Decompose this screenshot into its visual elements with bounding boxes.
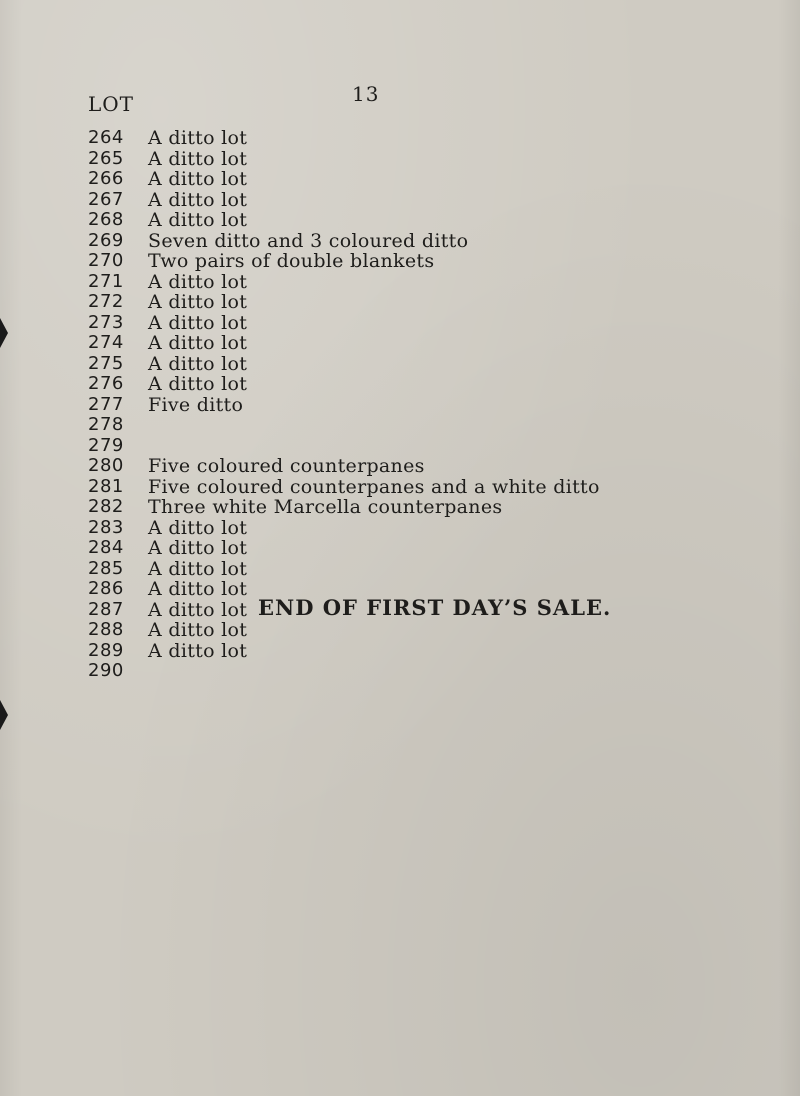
- lot-number: 266: [88, 168, 124, 189]
- lot-number: 282: [88, 496, 124, 517]
- binding-mark: [0, 700, 8, 730]
- lot-description: A ditto lot: [148, 352, 248, 375]
- lot-description: A ditto lot: [148, 557, 248, 580]
- lot-row: [88, 313, 600, 334]
- lot-row: [88, 661, 600, 682]
- lot-row: [88, 395, 600, 416]
- lot-description: A ditto lot: [148, 127, 248, 149]
- lot-number: 278: [88, 414, 124, 435]
- lot-description: A ditto lot: [148, 188, 248, 211]
- lot-number: 273: [88, 311, 124, 333]
- lot-description: Five coloured counterpanes and a white ditto: [148, 475, 600, 498]
- lot-row: [88, 497, 600, 518]
- lot-number: 286: [88, 578, 124, 599]
- lot-number: 281: [88, 475, 124, 497]
- lot-description: A ditto lot: [148, 291, 248, 313]
- lot-row: [88, 251, 600, 272]
- lot-number: 283: [88, 516, 124, 538]
- lot-description: A ditto lot: [148, 373, 248, 395]
- lot-description: Seven ditto and 3 coloured ditto: [148, 229, 469, 252]
- lot-description: Two pairs of double blankets: [148, 250, 435, 272]
- lot-number: 264: [88, 127, 124, 148]
- lot-row: [88, 354, 600, 375]
- lot-description: A ditto lot: [148, 332, 248, 354]
- lot-number: 288: [88, 619, 124, 640]
- lot-row: [88, 620, 600, 641]
- lot-number: 287: [88, 598, 124, 620]
- lot-description: A ditto lot: [148, 639, 248, 662]
- lot-row: [88, 415, 600, 436]
- lot-description: A ditto lot: [148, 168, 248, 190]
- lot-number: 275: [88, 352, 124, 374]
- lot-row: [88, 128, 600, 149]
- lot-row: [88, 169, 600, 190]
- lot-description: A ditto lot: [148, 147, 248, 170]
- lot-number: 277: [88, 393, 124, 415]
- lot-description: A ditto lot: [148, 209, 248, 231]
- lot-number: 268: [88, 209, 124, 230]
- lot-row: [88, 333, 600, 354]
- lot-row: [88, 190, 600, 211]
- lot-description: A ditto lot: [148, 619, 248, 641]
- lot-row: [88, 559, 600, 580]
- lot-row: [88, 538, 600, 559]
- lot-row: [88, 374, 600, 395]
- lot-number: 265: [88, 147, 124, 169]
- lot-number: 272: [88, 291, 124, 312]
- lot-row: [88, 456, 600, 477]
- lot-number: 290: [88, 660, 124, 681]
- binding-mark: [0, 318, 8, 348]
- lot-number: 279: [88, 434, 124, 456]
- lot-row: [88, 149, 600, 170]
- lot-description: A ditto lot: [148, 537, 248, 559]
- end-of-sale-note: END OF FIRST DAY’S SALE.: [258, 595, 612, 620]
- lot-number: 276: [88, 373, 124, 394]
- lot-row: [88, 231, 600, 252]
- page-number: 13: [352, 82, 380, 106]
- lot-row: [88, 641, 600, 662]
- lot-number: 285: [88, 557, 124, 579]
- lot-row: [88, 518, 600, 539]
- lot-row: [88, 477, 600, 498]
- lot-number: 270: [88, 250, 124, 271]
- lot-number: 271: [88, 270, 124, 292]
- lot-number: 274: [88, 332, 124, 353]
- lot-row: [88, 436, 600, 457]
- lot-description: Five coloured counterpanes: [148, 455, 425, 477]
- lot-description: Three white Marcella counterpanes: [148, 496, 503, 518]
- lot-number: 269: [88, 229, 124, 251]
- lot-row: [88, 272, 600, 293]
- lot-number: 289: [88, 639, 124, 661]
- lot-description: Five ditto: [148, 393, 244, 416]
- lot-column-heading: LOT: [88, 92, 135, 116]
- lot-number: 280: [88, 455, 124, 476]
- lot-row: [88, 292, 600, 313]
- lot-description: A ditto lot: [148, 598, 248, 621]
- lot-row: [88, 210, 600, 231]
- lot-description: A ditto lot: [148, 311, 248, 334]
- lot-number: 284: [88, 537, 124, 558]
- lot-number: 267: [88, 188, 124, 210]
- lot-description: A ditto lot: [148, 578, 248, 600]
- lot-description: A ditto lot: [148, 516, 248, 539]
- lot-description: A ditto lot: [148, 270, 248, 293]
